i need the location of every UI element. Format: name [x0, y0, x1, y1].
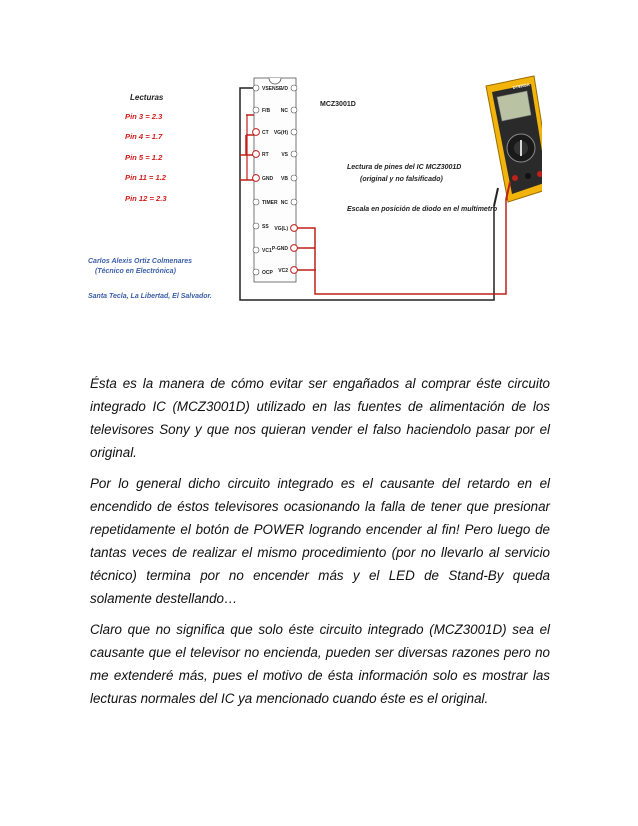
- pin-label: VS: [281, 152, 288, 158]
- meter-brand: DT9205A: [512, 81, 531, 90]
- right-pin-12: [274, 225, 297, 232]
- pin-label: OCP: [262, 270, 273, 276]
- article-body: [90, 372, 550, 718]
- pin-label: NC: [280, 200, 288, 206]
- readings-title: Lecturas: [130, 93, 164, 102]
- pin-label: VG(H): [273, 130, 288, 136]
- left-pin-2: [253, 107, 270, 114]
- paragraph-1: Ésta es la manera de cómo evitar ser engañados al comprar éste circuito integrado IC (MCZ3001D) utilizado en las fuentes de alimentación de los televisores Sony y que nos quieran vender el falso haciendolo pasar por el original.: [90, 376, 550, 460]
- pin-label: RT: [262, 152, 269, 158]
- reading-pin-12: Pin 12 = 2.3: [125, 194, 167, 203]
- pin-label: VG(L): [274, 226, 288, 232]
- left-pin-5: [253, 175, 274, 182]
- author-role: (Técnico en Electrónica): [95, 268, 176, 275]
- reading-pin-4: Pin 4 = 1.7: [125, 132, 163, 141]
- red-probe-wire: [296, 200, 506, 294]
- left-pin-9: [253, 269, 274, 276]
- left-pin-8: [253, 247, 272, 254]
- pin-label: SS: [262, 224, 269, 230]
- reading-pin-3: Pin 3 = 2.3: [125, 112, 163, 121]
- author-location: Santa Tecla, La Libertad, El Salvador.: [88, 293, 212, 300]
- pin-label: F/B: [262, 108, 271, 114]
- paragraph-3: Claro que no significa que solo éste circuito integrado (MCZ3001D) sea el causante que el televisor no encienda, pueden ser diversas razones pero no me extenderé más, pues el motivo de ésta información solo es mostrar las lecturas normales del IC ya mencionado cuando éste es el original.: [90, 622, 550, 706]
- reading-pin-5: Pin 5 = 1.2: [125, 153, 163, 162]
- red-probe-bus-a: [296, 228, 316, 270]
- pin-label: GND: [262, 176, 274, 182]
- schematic-diagram: [82, 70, 542, 310]
- multimeter-icon: [486, 76, 542, 206]
- right-pin-10: [278, 267, 297, 274]
- pin-label: VD: [281, 86, 288, 92]
- reading-pin-11: Pin 11 = 1.2: [125, 173, 167, 182]
- pin-label: NC: [280, 108, 288, 114]
- paragraph-2: Por lo general dicho circuito integrado es el causante del retardo en el encendido de éstos televisores ocasionando la falla de tener que presionar repetidamente el botón de POWER logrando encender al fin! Pero luego de tantas veces de realizar el mismo procedimiento (por no llevarlo al servicio técnico) termina por no encender más y el LED de Stand-By queda solamente destellando…: [90, 476, 550, 606]
- author-name: Carlos Alexis Ortiz Colmenares: [88, 258, 193, 265]
- left-pin-6: [253, 199, 278, 206]
- caption-line-3: Escala en posición de diodo en el multímetro: [347, 206, 498, 213]
- right-pin-16: [274, 129, 297, 136]
- caption-line-2: (original y no falsificado): [360, 176, 443, 183]
- pin-label: TIMER: [262, 200, 278, 206]
- pin-label: VSENSE: [262, 86, 283, 92]
- pin-label: VC2: [278, 268, 288, 274]
- pin-label: P-GND: [271, 246, 288, 252]
- pin-label: VB: [281, 176, 288, 182]
- right-pin-11: [272, 245, 298, 252]
- pin-label: VC1: [262, 248, 272, 254]
- ic-name: MCZ3001D: [320, 101, 356, 108]
- pin-label: CT: [262, 130, 269, 136]
- left-pin-7: [253, 223, 269, 230]
- ic-pin-readings-figure: [82, 70, 542, 310]
- caption-line-1: Lectura de pines del IC MCZ3001D: [347, 164, 462, 171]
